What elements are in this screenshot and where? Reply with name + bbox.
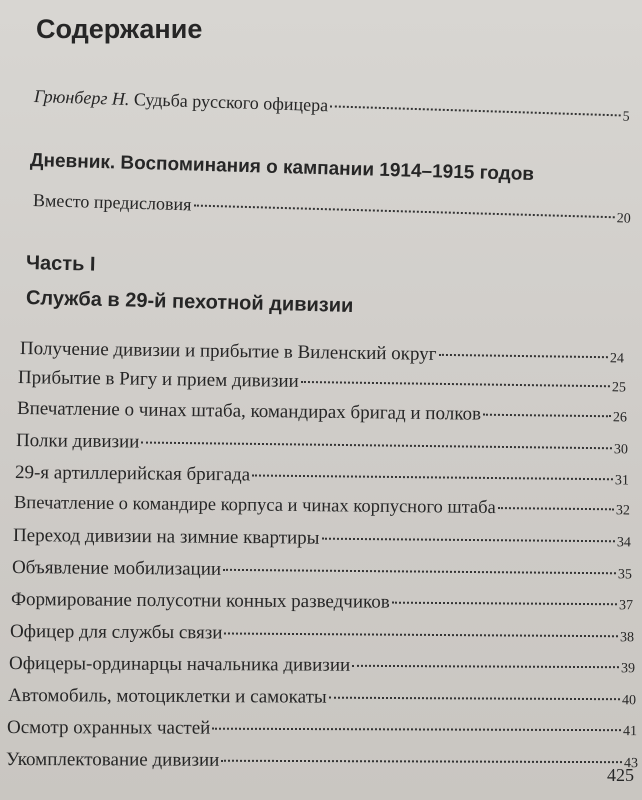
leader-dots — [224, 631, 618, 637]
toc-entry: Получение дивизии и прибытие в Виленский округ 24 — [19, 338, 625, 367]
leader-dots — [301, 380, 610, 387]
toc-entry: Офицер для службы связи 38 — [9, 621, 635, 646]
leader-dots — [221, 759, 622, 763]
leader-dots — [252, 473, 613, 480]
part-label: Часть I — [25, 252, 96, 276]
toc-entry: Прибытие в Ригу и прием дивизии 25 — [17, 367, 627, 396]
toc-entry: Впечатление о чинах штаба, командирах бригад и полков 26 — [16, 398, 628, 426]
part-title: Служба в 29-й пехотной дивизии — [25, 287, 354, 317]
leader-dots — [212, 727, 621, 731]
leader-dots — [141, 441, 612, 450]
leader-dots — [438, 353, 607, 358]
toc-entry: Офицеры-ординарцы начальника дивизии 39 — [8, 653, 636, 677]
leader-dots — [483, 413, 611, 418]
leader-dots — [321, 537, 615, 543]
toc-entry: Формирование полусотни конных разведчиков 37 — [10, 589, 634, 614]
intro-author: Грюнберг Н. — [33, 86, 130, 109]
toc-entry: Впечатление о командире корпуса и чинах корпусного штаба 32 — [13, 493, 631, 519]
toc-entry: Укомплектование дивизии 43 — [5, 749, 639, 772]
toc-entry: 29-я артиллерийская бригада 31 — [14, 462, 630, 489]
diary-title: Дневник. Воспоминания о кампании 1914–1915 годов — [29, 150, 535, 186]
contents-heading: Содержание — [36, 14, 203, 44]
intro-page: 5 — [622, 109, 630, 125]
leader-dots — [352, 664, 619, 668]
toc-entry-preface — [33, 190, 631, 228]
leader-dots — [223, 568, 616, 574]
toc-entry: Полки дивизии 30 — [15, 430, 629, 458]
toc-entry: Переход дивизии на зимние квартиры 34 — [12, 525, 632, 551]
intro-title: Судьба русского офицера — [133, 89, 329, 116]
toc-entry: Осмотр охранных частей 41 — [6, 717, 638, 740]
toc-entry: Объявление мобилизации 35 — [11, 557, 633, 583]
leader-dots — [193, 203, 614, 218]
page-number: 425 — [607, 765, 634, 785]
preface-text: Вместо предисловия — [32, 190, 192, 215]
toc-entry-intro — [34, 86, 630, 126]
leader-dots — [498, 506, 614, 510]
leader-dots — [329, 696, 620, 701]
leader-dots — [330, 104, 621, 116]
leader-dots — [392, 601, 617, 606]
preface-page: 20 — [616, 211, 631, 227]
toc-entry: Автомобиль, мотоциклетки и самокаты 40 — [7, 685, 637, 709]
